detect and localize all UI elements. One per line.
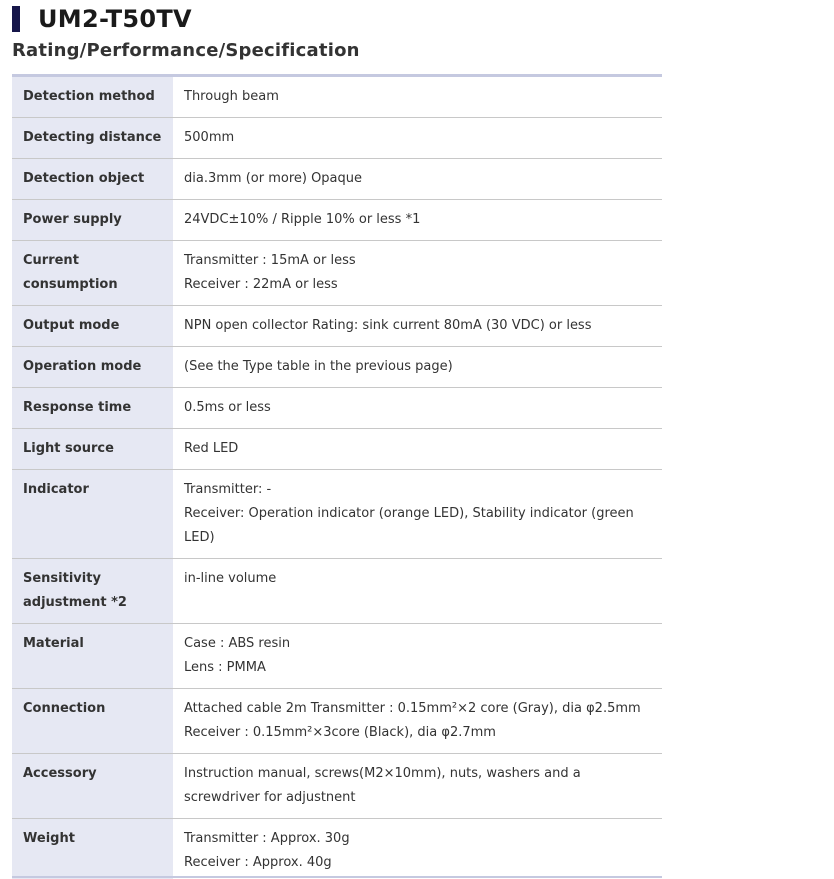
spec-row	[12, 241, 662, 306]
spec-label: Detecting distance	[12, 118, 173, 159]
spec-value-line: Receiver : Approx. 40g	[184, 855, 332, 870]
product-header	[12, 4, 192, 34]
spec-value-line: Case : ABS resin	[184, 636, 291, 651]
spec-row	[12, 347, 662, 388]
spec-row	[12, 559, 662, 624]
spec-label: Output mode	[12, 306, 173, 347]
spec-row	[12, 118, 662, 159]
spec-value-line: Receiver : 22mA or less	[184, 277, 338, 292]
spec-value-line: in-line volume	[184, 571, 277, 586]
spec-row	[12, 200, 662, 241]
spec-value-line: Receiver : 0.15mm²×3core (Black), dia φ2.7mm	[184, 725, 496, 740]
spec-row	[12, 689, 662, 754]
spec-value-line: dia.3mm (or more) Opaque	[184, 171, 363, 186]
spec-row	[12, 754, 662, 819]
spec-row	[12, 159, 662, 200]
spec-value-line: Transmitter : Approx. 30g	[184, 831, 350, 846]
spec-value-line: Receiver: Operation indicator (orange LED), Stability indicator (green LED)	[184, 506, 634, 545]
spec-table	[12, 74, 662, 879]
spec-row	[12, 429, 662, 470]
spec-value-line: Lens : PMMA	[184, 660, 266, 675]
table-bottom-rule	[12, 876, 662, 878]
spec-label: Connection	[12, 689, 173, 754]
spec-row	[12, 388, 662, 429]
spec-value	[173, 306, 662, 347]
spec-value-line: 24VDC±10% / Ripple 10% or less *1	[184, 212, 421, 227]
spec-value-line: NPN open collector Rating: sink current 80mA (30 VDC) or less	[184, 318, 592, 333]
spec-value	[173, 388, 662, 429]
spec-value	[173, 241, 662, 306]
spec-label: Detection method	[12, 76, 173, 118]
spec-label: Material	[12, 624, 173, 689]
spec-value-line: 500mm	[184, 130, 235, 145]
spec-value	[173, 754, 662, 819]
spec-label: Operation mode	[12, 347, 173, 388]
spec-value	[173, 118, 662, 159]
spec-value-line: Instruction manual, screws(M2×10mm), nuts, washers and a screwdriver for adjustnent	[184, 766, 581, 805]
spec-label: Current consumption	[12, 241, 173, 306]
spec-label: Indicator	[12, 470, 173, 559]
spec-value	[173, 624, 662, 689]
spec-value	[173, 470, 662, 559]
spec-value	[173, 159, 662, 200]
title-accent-bar	[12, 6, 20, 32]
spec-value	[173, 819, 662, 879]
spec-label: Weight	[12, 819, 173, 879]
product-title: UM2-T50TV	[38, 5, 192, 33]
spec-label: Response time	[12, 388, 173, 429]
spec-row	[12, 76, 662, 118]
spec-label: Sensitivity adjustment *2	[12, 559, 173, 624]
spec-label: Power supply	[12, 200, 173, 241]
spec-row	[12, 819, 662, 879]
spec-value-line: Through beam	[184, 89, 279, 104]
spec-value	[173, 429, 662, 470]
spec-value-line: 0.5ms or less	[184, 400, 271, 415]
spec-value-line: Red LED	[184, 441, 239, 456]
spec-value	[173, 200, 662, 241]
spec-value-line: Transmitter: -	[184, 482, 272, 497]
spec-row	[12, 306, 662, 347]
spec-label: Detection object	[12, 159, 173, 200]
spec-value	[173, 76, 662, 118]
spec-table-body	[12, 76, 662, 879]
spec-label: Light source	[12, 429, 173, 470]
spec-value-line: (See the Type table in the previous page)	[184, 359, 453, 374]
spec-value	[173, 347, 662, 388]
spec-row	[12, 470, 662, 559]
spec-value	[173, 689, 662, 754]
spec-value-line: Transmitter : 15mA or less	[184, 253, 356, 268]
spec-value	[173, 559, 662, 624]
spec-row	[12, 624, 662, 689]
section-title: Rating/Performance/Specification	[12, 40, 360, 61]
spec-value-line: Attached cable 2m Transmitter : 0.15mm²×2 core (Gray), dia φ2.5mm	[184, 701, 641, 716]
spec-label: Accessory	[12, 754, 173, 819]
